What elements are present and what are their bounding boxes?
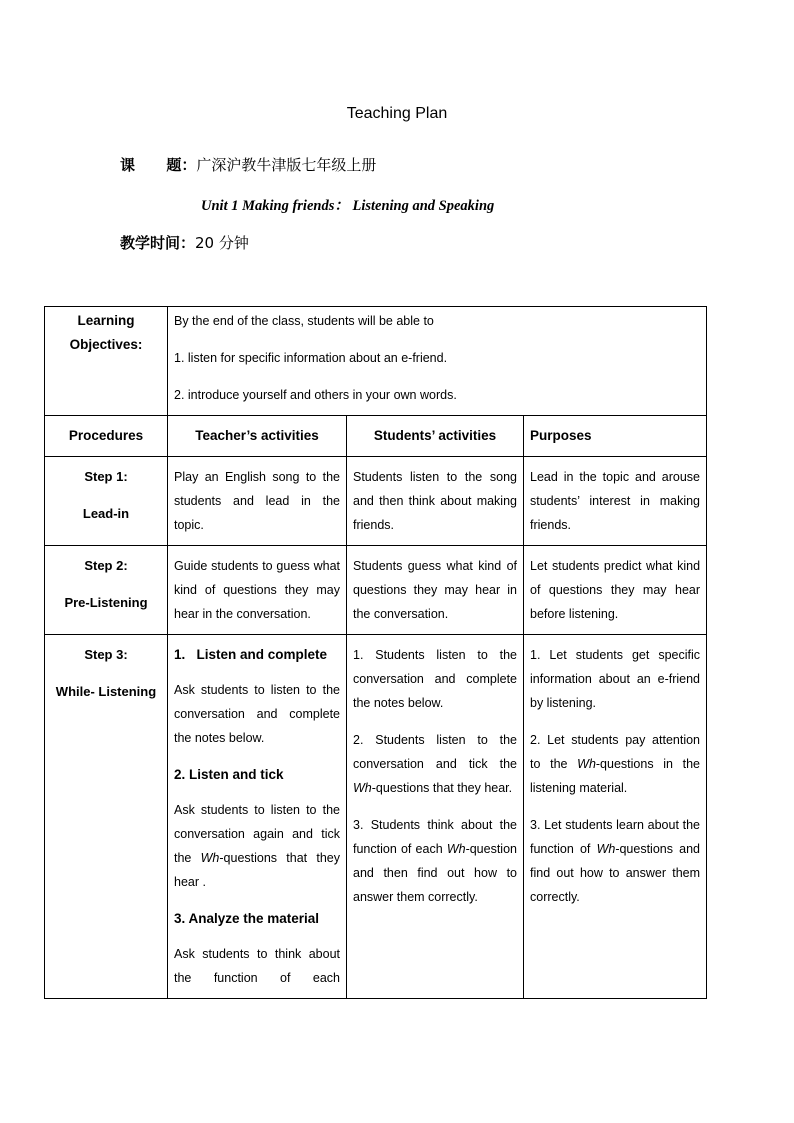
step-row [45, 635, 707, 999]
purpose [524, 635, 707, 999]
objectives-row [45, 307, 707, 416]
objectives-content-cell [168, 307, 707, 416]
student-item: 3. Students think about the function of each Wh-question and then find out how to answer them correctly. [353, 818, 517, 904]
objective-item: 2. introduce yourself and others in your own words. [174, 388, 457, 402]
topic-label: 课 题： [120, 156, 197, 174]
step-cell [45, 546, 168, 635]
step-name: Lead-in [82, 506, 130, 521]
header-purposes: Purposes [524, 416, 707, 457]
activity-heading: 1. Listen and complete [174, 647, 328, 662]
teaching-plan-table [44, 306, 707, 999]
activity-text: Ask students to listen to the conversation again and tick the Wh-questions that they hear . [174, 803, 340, 889]
activity-heading: 3. Analyze the material [174, 911, 320, 926]
objectives-intro: By the end of the class, students will be able to [174, 314, 434, 328]
step-number: Step 3: [84, 647, 128, 662]
student-item: 2. Students listen to the conversation and tick the Wh-questions that they hear. [353, 733, 517, 795]
student-activity [347, 635, 524, 999]
step-row [45, 457, 707, 546]
activity-heading: 2. Listen and tick [174, 767, 284, 782]
header-students-activities: Students’ activities [347, 416, 524, 457]
step-number: Step 1: [84, 469, 128, 484]
step-cell [45, 635, 168, 999]
step-name: Pre-Listening [64, 595, 148, 610]
purpose-item: 3. Let students learn about the function of Wh-questions and find out how to answer them correctly. [530, 818, 701, 904]
student-activity: Students guess what kind of questions they may hear in the conversation. [347, 546, 524, 635]
header-teacher-activities: Teacher’s activities [168, 416, 347, 457]
purpose: Let students predict what kind of questions they may hear before listening. [524, 546, 707, 635]
step-cell [45, 457, 168, 546]
topic-line [120, 154, 376, 175]
header-procedures: Procedures [45, 416, 168, 457]
teacher-activity: Guide students to guess what kind of questions they may hear in the conversation. [168, 546, 347, 635]
student-item: 1. Students listen to the conversation and complete the notes below. [353, 648, 517, 710]
teacher-activity [168, 635, 347, 999]
student-activity: Students listen to the song and then think about making friends. [347, 457, 524, 546]
unit-title: Unit 1 Making friends： Listening and Speaking [201, 198, 495, 214]
purpose-item: 2. Let students pay attention to the Wh-questions in the listening material. [530, 733, 701, 795]
page-title: Teaching Plan [346, 105, 448, 122]
time-line [120, 232, 249, 253]
objectives-label-line2: Objectives: [69, 337, 143, 352]
step-name: While- Listening [55, 684, 157, 699]
objective-item: 1. listen for specific information about an e-friend. [174, 351, 448, 365]
activity-text: Ask students to listen to the conversation and complete the notes below. [174, 683, 340, 745]
step-number: Step 2: [84, 558, 128, 573]
time-label: 教学时间： [120, 234, 196, 252]
header-row [45, 416, 707, 457]
purpose-item: 1. Let students get specific information about an e-friend by listening. [530, 648, 701, 710]
topic-value: 广深沪教牛津版七年级上册 [196, 156, 377, 174]
time-value: 20 分钟 [195, 234, 249, 252]
purpose: Lead in the topic and arouse students’ interest in making friends. [524, 457, 707, 546]
step-row [45, 546, 707, 635]
teacher-activity: Play an English song to the students and lead in the topic. [168, 457, 347, 546]
objectives-label-line1: Learning [77, 313, 135, 328]
activity-text: Ask students to think about the function of each [174, 947, 340, 985]
objectives-label-cell [45, 307, 168, 416]
